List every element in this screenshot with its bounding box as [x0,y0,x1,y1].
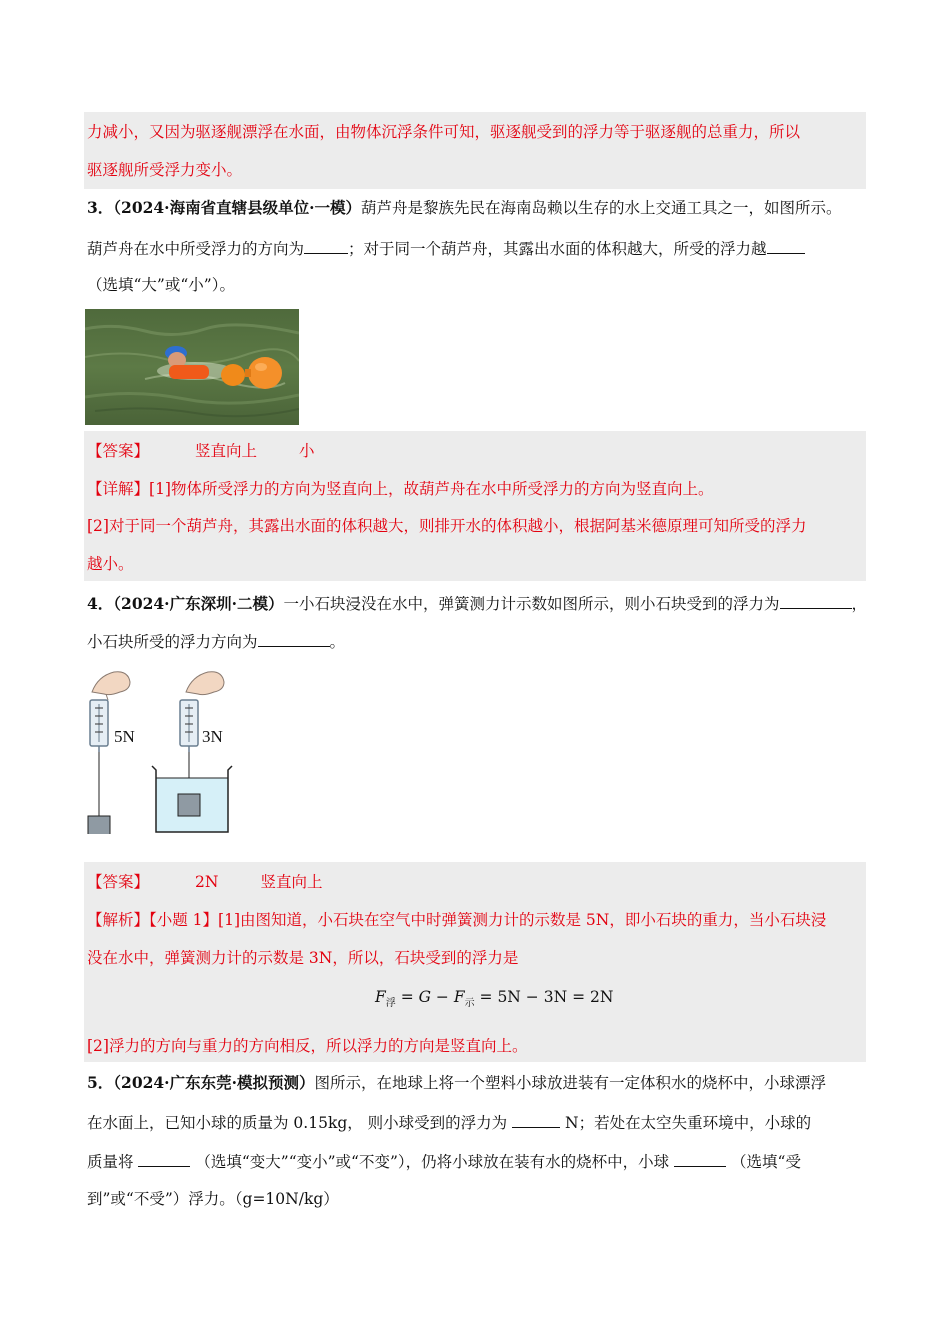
question-text: ；对于同一个葫芦舟，其露出水面的体积越大，所受的浮力越 [348,240,767,258]
punctuation: 。 [329,633,346,651]
question-text: （选填“受 [726,1153,801,1171]
question-source: （2024·广东深圳·二模） [113,594,284,613]
q4-analysis-line-2: 没在水中，弹簧测力计的示数是 3N，所以，石块受到的浮力是 [87,949,519,967]
prev-solution-line-2: 驱逐舰所受浮力变小。 [87,161,243,179]
question-source: （2024·广东东莞·模拟预测） [113,1073,315,1092]
q4-answer-line [87,872,322,892]
answer-label: 【答案】 [87,442,150,460]
answer-blank[interactable] [767,238,805,254]
analysis-text: [1]由图知道，小石块在空气中时弹簧测力计的示数是 5N，即小石块的重力，当小石块浸 [218,911,827,929]
question-4-line-1 [87,593,867,614]
question-number: 5． [87,1073,114,1092]
q3-answer-line [87,441,315,461]
answer-label: 【答案】 [87,873,150,891]
buoyancy-formula [375,988,613,1009]
answer-blank[interactable] [304,238,348,254]
question-3-line-1 [87,198,842,218]
answer-blank[interactable] [512,1112,560,1128]
question-text: 葫芦舟是黎族先民在海南岛赖以生存的水上交通工具之一，如图所示。 [360,199,842,217]
formula-part: = G − [395,988,454,1006]
answer-value-1: 2N [195,873,219,891]
q4-analysis-line-3: [2]浮力的方向与重力的方向相反，所以浮力的方向是竖直向上。 [87,1037,528,1055]
question-number: 4． [87,594,114,613]
answer-value-2: 小 [299,442,315,460]
formula-result: = 5N − 3N = 2N [474,988,614,1006]
question-text: 一小石块浸没在水中，弹簧测力计示数如图所示，则小石块受到的浮力为 [283,595,780,613]
question-text: （选填“变大”“变小”或“不变”），仍将小球放在装有水的烧杯中，小球 [190,1153,675,1171]
formula-subscript: 浮 [385,998,396,1010]
spring-scale-figure [84,666,244,834]
question-5-line-2 [87,1112,811,1133]
question-number: 3． [87,198,114,217]
question-text: 在水面上，已知小球的质量为 0.15kg， 则小球受到的浮力为 [87,1114,513,1132]
answer-blank[interactable] [138,1151,190,1167]
question-5-line-4: 到”或“不受”）浮力。（g=10N/kg） [87,1190,339,1208]
question-text: 质量将 [87,1153,139,1171]
detail-text: [1]物体所受浮力的方向为竖直向上，故葫芦舟在水中所受浮力的方向为竖直向上。 [149,480,714,498]
q4-analysis-line-1 [87,910,826,930]
answer-value-2: 竖直向上 [260,873,323,891]
answer-blank[interactable] [780,593,852,609]
answer-value-1: 竖直向上 [195,442,258,460]
scale-reading-1: 5N [114,727,135,746]
question-5-line-3 [87,1151,801,1172]
scale-reading-2: 3N [202,727,223,746]
formula-symbol: F [453,988,465,1006]
punctuation: ， [851,595,868,613]
detail-label: 【详解】 [87,480,150,498]
q3-detail-line-1 [87,479,713,499]
gourd-boat-photo [85,309,299,425]
question-text: N；若处在太空失重环境中，小球的 [560,1114,812,1132]
formula-subscript: 示 [464,998,475,1010]
q3-detail-line-2: [2]对于同一个葫芦舟，其露出水面的体积越大，则排开水的体积越小，根据阿基米德原理可知所受的浮力 [87,517,807,535]
analysis-label: 【解析】【小题 1】 [87,911,219,929]
answer-blank[interactable] [258,631,330,647]
question-5-line-1 [87,1073,826,1093]
question-3-line-3: （选填“大”或“小”）。 [87,276,235,294]
q3-detail-line-3: 越小。 [87,555,134,573]
question-text: 图所示，在地球上将一个塑料小球放进装有一定体积水的烧杯中，小球漂浮 [314,1074,826,1092]
answer-blank[interactable] [674,1151,726,1167]
question-text: 小石块所受的浮力方向为 [87,633,258,651]
prev-solution-line-1: 力减小，又因为驱逐舰漂浮在水面，由物体沉浮条件可知，驱逐舰受到的浮力等于驱逐舰的总重力，所以 [87,123,801,141]
question-source: （2024·海南省直辖县级单位·一模） [113,198,361,217]
question-4-line-2 [87,631,345,652]
formula-symbol: F [375,988,386,1006]
question-3-line-2 [87,238,805,259]
question-text: 葫芦舟在水中所受浮力的方向为 [87,240,305,258]
